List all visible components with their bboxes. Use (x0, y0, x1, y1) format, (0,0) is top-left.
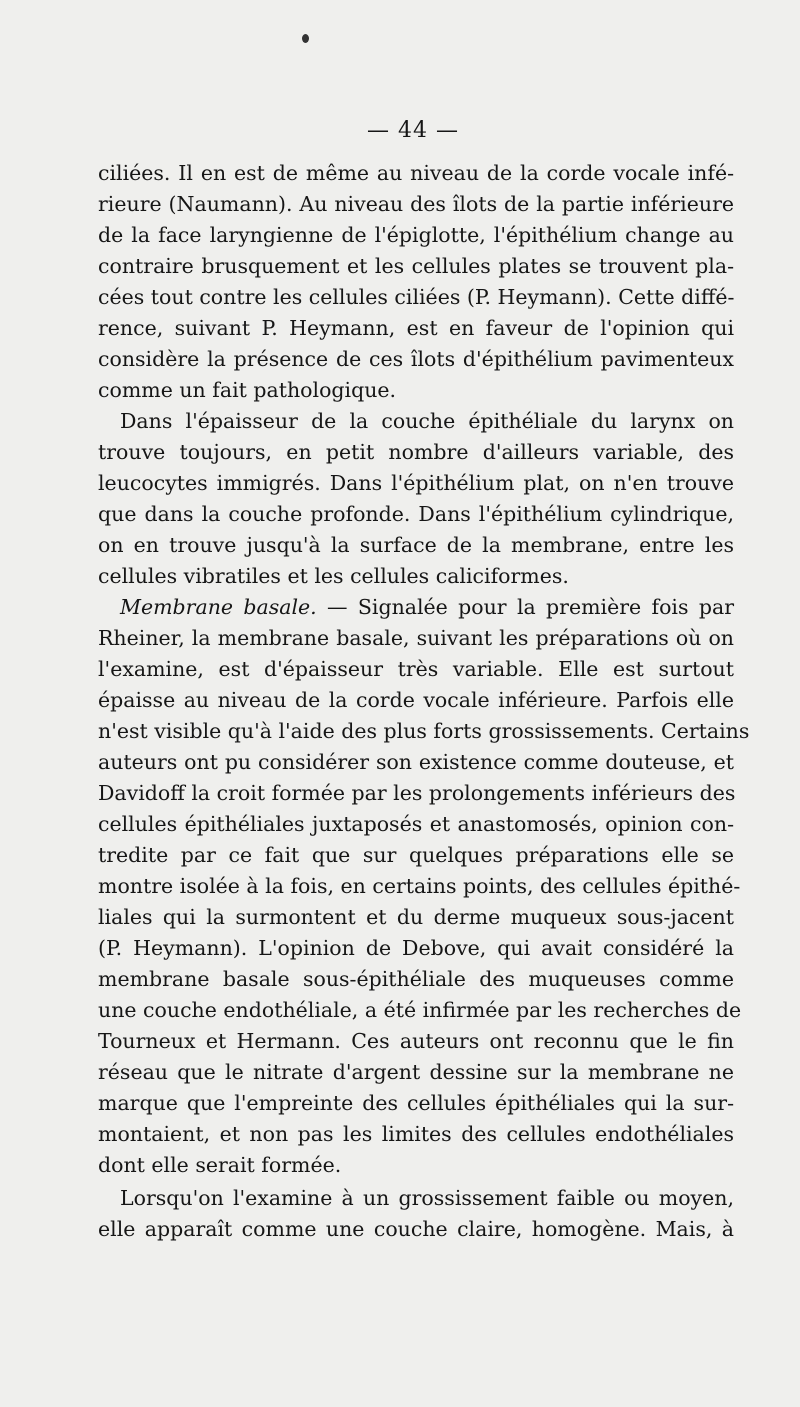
text-line: montaient, et non pas les limites des cellules endothéliales (98, 1122, 734, 1146)
text-line: rence, suivant P. Heymann, est en faveur de l'opinion qui (98, 316, 734, 340)
text-line: considère la présence de ces îlots d'épithélium pavimenteux (98, 347, 734, 371)
text-line: rieure (Naumann). Au niveau des îlots de la partie inférieure (98, 192, 734, 216)
text-line: tredite par ce fait que sur quelques préparations elle se (98, 843, 734, 867)
text-line: épaisse au niveau de la corde vocale inférieure. Parfois elle (98, 688, 734, 712)
paragraph-4 (98, 1183, 734, 1245)
text-line: comme un fait pathologique. (98, 378, 397, 402)
text-line: Dans l'épaisseur de la couche épithéliale du larynx on (120, 409, 734, 433)
text-line: membrane basale sous-épithéliale des muqueuses comme (98, 967, 734, 991)
text-line: liales qui la surmontent et du derme muqueux sous-jacent (98, 905, 734, 929)
text-line: elle apparaît comme une couche claire, homogène. Mais, à (98, 1217, 734, 1241)
text-line: (P. Heymann). L'opinion de Debove, qui avait considéré la (98, 936, 734, 960)
text-line-rest: — Signalée pour la première fois par (316, 595, 734, 619)
text-line: de la face laryngienne de l'épiglotte, l'épithélium change au (98, 223, 734, 247)
section-heading: Membrane basale. (120, 595, 317, 619)
text-line: Lorsqu'on l'examine à un grossissement faible ou moyen, (120, 1186, 734, 1210)
text-line: contraire brusquement et les cellules plates se trouvent pla- (98, 254, 734, 278)
text-line: auteurs ont pu considérer son existence comme douteuse, et (98, 750, 734, 774)
text-line: cellules vibratiles et les cellules caliciformes. (98, 564, 569, 588)
text-line: trouve toujours, en petit nombre d'ailleurs variable, des (98, 440, 734, 464)
text-line: dont elle serait formée. (98, 1153, 342, 1177)
body-text (98, 158, 750, 1245)
paragraph-3 (98, 592, 750, 1181)
text-line: une couche endothéliale, a été infirmée par les recherches de (98, 998, 742, 1022)
text-line: ciliées. Il en est de même au niveau de la corde vocale infé- (98, 161, 734, 185)
text-line: que dans la couche profonde. Dans l'épithélium cylindrique, (98, 502, 734, 526)
page-number: — 44 — (367, 118, 459, 143)
text-line: Tourneux et Hermann. Ces auteurs ont reconnu que le fin (98, 1029, 734, 1053)
text-line: Rheiner, la membrane basale, suivant les préparations où on (98, 626, 734, 650)
text-line: leucocytes immigrés. Dans l'épithélium plat, on n'en trouve (98, 471, 734, 495)
paragraph-1 (98, 158, 734, 406)
paragraph-2 (98, 406, 734, 592)
text-line: Davidoff la croit formée par les prolongements inférieurs des (98, 781, 736, 805)
text-line: marque que l'empreinte des cellules épithéliales qui la sur- (98, 1091, 734, 1115)
text-line: montre isolée à la fois, en certains points, des cellules épithé- (98, 874, 741, 898)
text-line: cellules épithéliales juxtaposés et anastomosés, opinion con- (98, 812, 734, 836)
text-line: réseau que le nitrate d'argent dessine sur la membrane ne (98, 1060, 734, 1084)
text-line: cées tout contre les cellules ciliées (P. Heymann). Cette diffé- (98, 285, 735, 309)
ink-blot-mark (302, 34, 309, 43)
text-line: l'examine, est d'épaisseur très variable. Elle est surtout (98, 657, 734, 681)
text-line: on en trouve jusqu'à la surface de la membrane, entre les (98, 533, 734, 557)
text-line: n'est visible qu'à l'aide des plus forts grossissements. Certains (98, 719, 750, 743)
text-line (98, 592, 734, 623)
